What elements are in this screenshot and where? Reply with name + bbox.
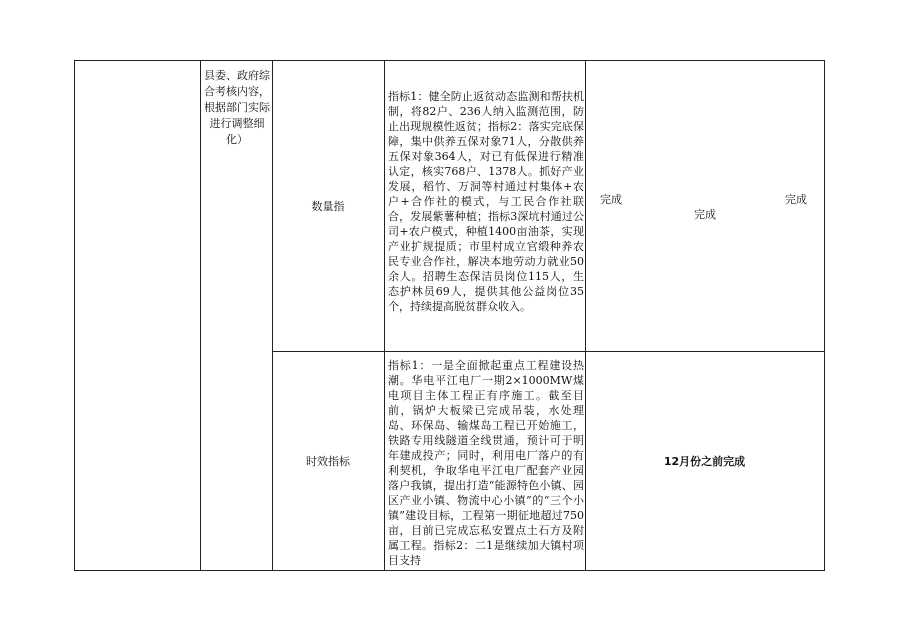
assessment-note: 县委、政府综合考核内容，根据部门实际进行调整细化） xyxy=(204,69,270,146)
table-border-top xyxy=(74,60,825,61)
table-divider-col2 xyxy=(272,60,273,571)
status-mid: 完成 xyxy=(694,208,716,221)
table-border-bottom xyxy=(74,570,825,571)
row-content-quantity: 指标1：健全防止返贫动态监测和帮扶机制，将82户、236人纳入监测范围，防止出现规模性返贫；指标2：落实完底保障，集中供养五保对象71人，分散供养五保对象364人，对已有低保进行精准认定，核实768户、1378人。抓好产业发展，稻竹、万洞等村通过村集体+农户+合作社的模式，与工民合作社联合，发展紫薯种植；指标3深坑村通过公司+农户模式，种植1400亩油茶，实现产业扩规提质；市里村成立官缎种养农民专业合作社，解决本地劳动力就业50余人。招聘生态保洁员岗位115人，生态护林员69人，提供其他公益岗位35个，持续提高脱贫群众收入。 xyxy=(388,90,584,313)
row-label-timeliness: 时效指标 xyxy=(306,455,350,468)
table-divider-col1 xyxy=(200,60,201,571)
table-divider-col3 xyxy=(384,60,385,571)
table-border-left xyxy=(74,60,75,571)
status-right: 完成 xyxy=(785,193,807,206)
table-border-right xyxy=(824,60,825,571)
status-timeliness: 12月份之前完成 xyxy=(663,455,746,468)
row-divider xyxy=(272,351,825,352)
row-label-quantity: 数量指 xyxy=(311,200,345,213)
table-divider-col4 xyxy=(585,60,586,571)
status-left: 完成 xyxy=(600,193,622,206)
row-content-timeliness: 指标1：一是全面掀起重点工程建设热潮。华电平江电厂一期2×1000MW煤电项目主体工程正有序施工。截至目前，锅炉大板梁已完成吊装，水处理岛、环保岛、输煤岛工程已开始施工，铁路专用线隧道全线贯通，预计可于明年建成投产；同时，利用电厂落户的有利契机，争取华电平江电厂配套产业园落户我镇，提出打造“能源特色小镇、园区产业小镇、物流中心小镇”的“三个小镇”建设目标，工程第一期征地超过750亩，目前已完成忘私安置点土石方及附属工程。指标2：二1是继续加大镇村项目支持 xyxy=(388,359,584,567)
indicator-table xyxy=(74,60,825,571)
